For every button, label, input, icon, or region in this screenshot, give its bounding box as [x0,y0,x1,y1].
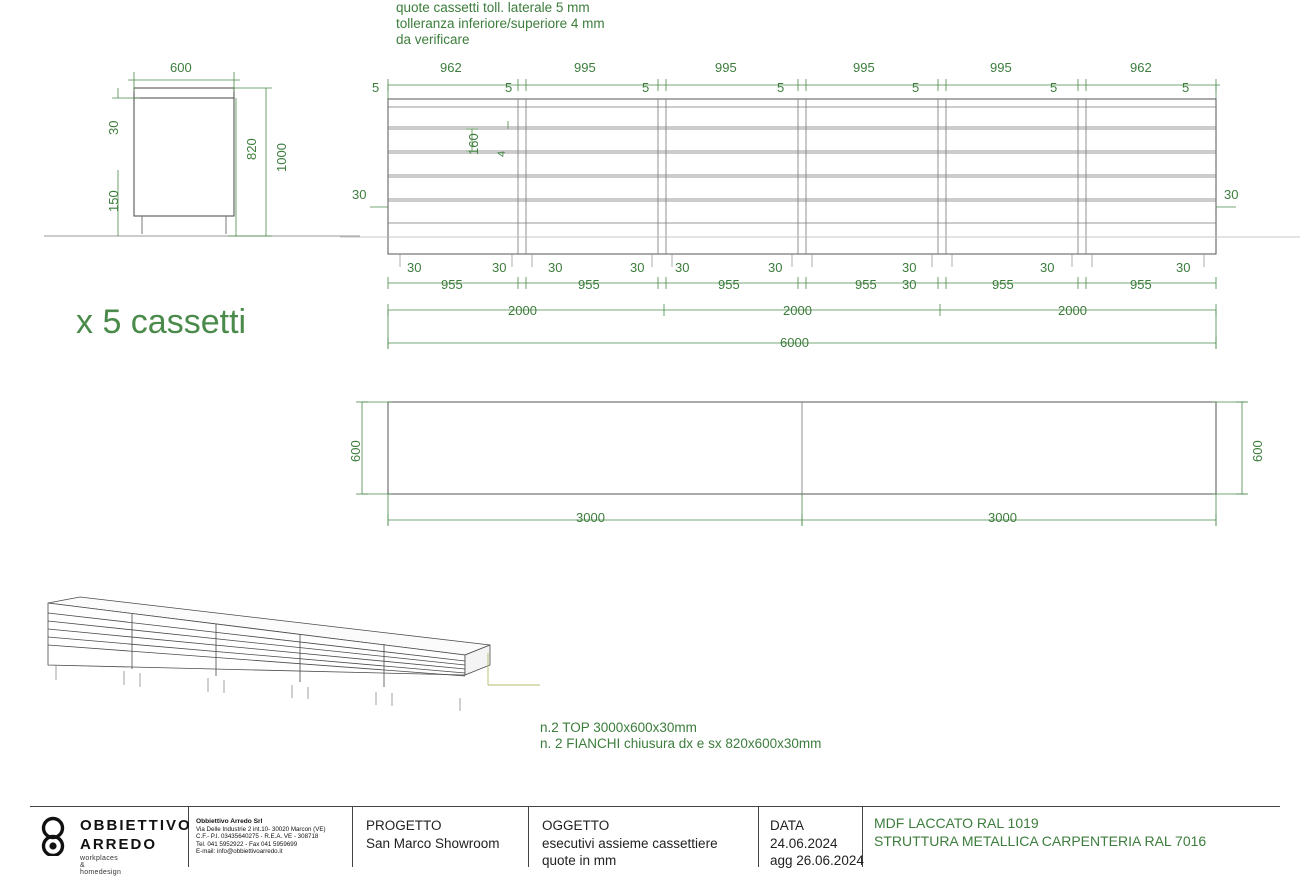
title-block-sep-1 [188,806,189,867]
front-bottom-panel-dim-1: 955 [578,277,600,292]
tolerance-note-line-2: tolleranza inferiore/superiore 4 mm [396,16,605,31]
front-bottom-thickness-dim-5: 30 [768,260,783,275]
front-top-dim-1: 995 [574,60,596,75]
front-bottom-thickness-dim-1: 30 [492,260,507,275]
logo-name-top: OBBIETTIVO [80,817,192,834]
company-address [196,818,326,856]
plan-length-dim-0: 3000 [576,510,605,525]
front-top-dim-5: 962 [1130,60,1152,75]
front-gap-dim-1: 5 [505,80,513,95]
plan-depth-left-dim: 600 [348,440,363,462]
drawer-gap-dim: 4 [496,150,508,157]
front-module-dim-2: 2000 [1058,303,1087,318]
field-label-oggetto: OGGETTO [542,818,610,833]
field-value-progetto: San Marco Showroom [366,836,500,851]
company-address-line-1: Obbiettivo Arredo Srl [196,818,263,825]
company-address-line-5: E-mail: info@obbiettivoarredo.it [196,848,283,856]
field-value-oggetto-2: quote in mm [542,853,617,868]
title-block [0,800,1300,876]
front-module-dim-1: 2000 [783,303,812,318]
drawer-count-label: x 5 cassetti [76,303,247,341]
front-bottom-panel-dim-4: 955 [992,277,1014,292]
plan-length-dim-1: 3000 [988,510,1017,525]
company-address-line-4: Tel. 041 5952922 - Fax 041 5959699 [196,840,298,848]
front-gap-dim-4: 5 [912,80,920,95]
logo-tagline: workplaces & homedesign [80,855,122,876]
title-block-sep-3 [528,806,529,867]
side-top-width-dim: 600 [170,60,192,75]
callout-note [540,720,821,752]
front-bottom-thickness-dim-7: 30 [1040,260,1055,275]
front-total-width-dim: 6000 [780,335,809,350]
front-top-dim-3: 995 [853,60,875,75]
callout-line-2: n. 2 FIANCHI chiusura dx e sx 820x600x30mm [540,736,822,751]
front-gap-dim-2: 5 [642,80,650,95]
side-top-thickness-dim: 30 [106,120,121,135]
front-bottom-panel-dim-2: 955 [718,277,740,292]
front-bottom-thickness-dim-4: 30 [675,260,690,275]
front-bottom-thickness-dim-3: 30 [630,260,645,275]
title-block-sep-4 [758,806,759,867]
front-bottom-thickness-dim-6: 30 [902,260,917,275]
front-bottom-thickness-dim-extra: 30 [902,277,917,292]
tolerance-note-line-3: da verificare [396,32,470,47]
field-value-data-2: agg 26.06.2024 [770,853,864,868]
material-note-2: STRUTTURA METALLICA CARPENTERIA RAL 7016 [874,833,1207,849]
front-top-dim-0: 962 [440,60,462,75]
front-gap-dim-6: 5 [1182,80,1190,95]
field-label-data: DATA [770,818,805,833]
side-view [0,0,360,260]
side-view-geometry [0,0,360,260]
company-address-line-2: Via Delle Industrie 2 int.10- 30020 Marcon (VE) [196,825,326,833]
field-value-data: 24.06.2024 [770,836,838,851]
front-gap-dim-5: 5 [1050,80,1058,95]
side-leg-height-dim: 150 [106,190,121,212]
front-elevation-geometry [340,55,1300,355]
field-value-oggetto: esecutivi assieme cassettiere [542,836,718,851]
plan-view-geometry [340,380,1300,540]
tolerance-note-line-1: quote cassetti toll. laterale 5 mm [396,0,590,15]
side-body-height-dim: 820 [244,138,259,160]
callout-line-1: n.2 TOP 3000x600x30mm [540,720,697,735]
drawer-front-height-dim: 160 [466,133,481,155]
title-block-sep-2 [352,806,353,867]
front-gap-dim-3: 5 [777,80,785,95]
front-bottom-thickness-dim-2: 30 [548,260,563,275]
front-right-thickness-dim: 30 [1224,187,1239,202]
front-elevation-view [340,55,1300,355]
perspective-view [20,575,580,715]
front-left-thickness-dim: 30 [352,187,367,202]
front-bottom-thickness-dim-0: 30 [407,260,422,275]
tolerance-note [396,0,605,48]
side-overall-height-dim: 1000 [274,143,289,172]
front-bottom-panel-dim-3: 955 [855,277,877,292]
front-top-dim-2: 995 [715,60,737,75]
perspective-geometry [20,575,580,715]
front-bottom-thickness-dim-8: 30 [1176,260,1191,275]
front-bottom-panel-dim-0: 955 [441,277,463,292]
plan-view [340,380,1300,540]
field-label-progetto: PROGETTO [366,818,442,833]
logo-name-bottom: ARREDO [80,836,158,853]
front-gap-dim-0: 5 [372,80,380,95]
company-address-line-3: C.F.- P.I. 03435640275 - R.E.A. VE - 308718 [196,833,319,841]
plan-depth-right-dim: 600 [1250,440,1265,462]
title-block-top-border [30,806,1280,807]
material-note-1: MDF LACCATO RAL 1019 [874,815,1039,831]
logo-mark-icon [34,816,74,856]
front-top-dim-4: 995 [990,60,1012,75]
front-module-dim-0: 2000 [508,303,537,318]
front-bottom-panel-dim-5: 955 [1130,277,1152,292]
